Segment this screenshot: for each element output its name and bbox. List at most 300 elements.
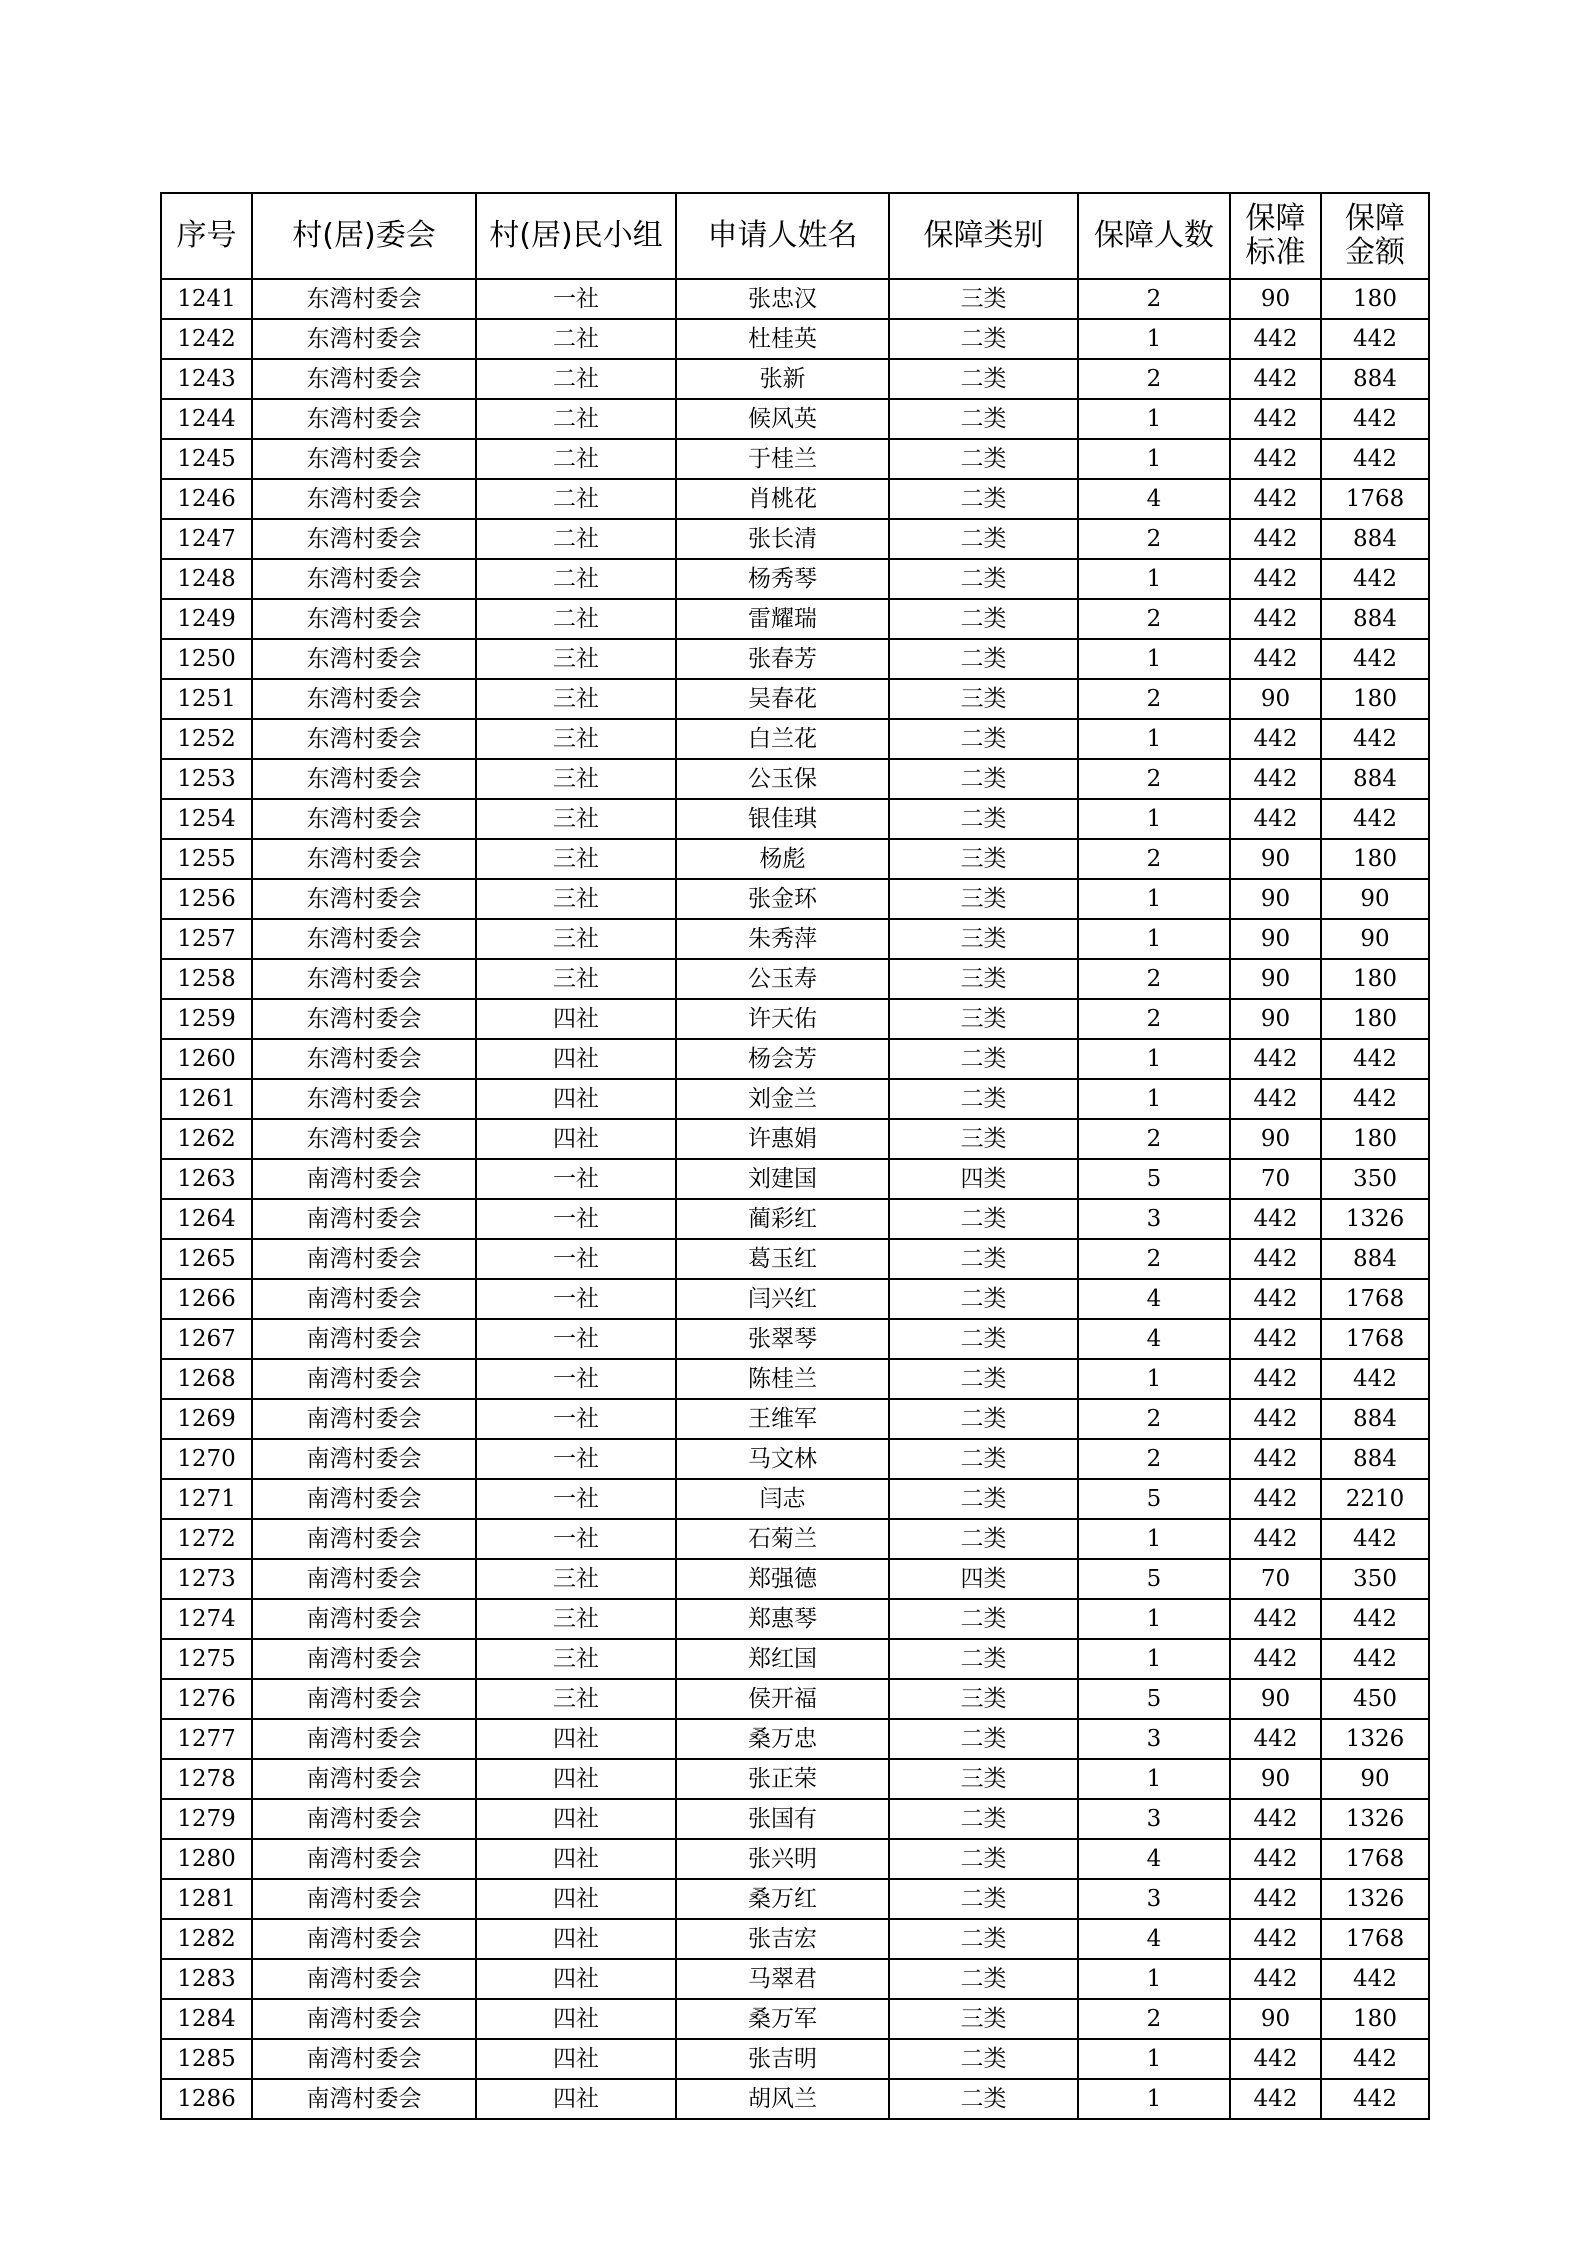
cell-assistance-standard: 442 (1230, 439, 1321, 479)
cell-applicant-name: 侯开福 (676, 1679, 889, 1719)
cell-serial-number: 1265 (161, 1239, 252, 1279)
cell-covered-persons: 2 (1078, 1239, 1230, 1279)
cell-serial-number: 1260 (161, 1039, 252, 1079)
cell-covered-persons: 1 (1078, 319, 1230, 359)
cell-serial-number: 1257 (161, 919, 252, 959)
cell-assistance-category: 二类 (889, 1879, 1078, 1919)
cell-village-committee: 东湾村委会 (252, 319, 476, 359)
cell-covered-persons: 3 (1078, 1719, 1230, 1759)
cell-villager-group: 三社 (476, 1679, 676, 1719)
cell-applicant-name: 肖桃花 (676, 479, 889, 519)
table-row (161, 1759, 1429, 1799)
cell-applicant-name: 桑万红 (676, 1879, 889, 1919)
cell-assistance-amount: 1768 (1321, 479, 1429, 519)
cell-covered-persons: 4 (1078, 1919, 1230, 1959)
cell-village-committee: 东湾村委会 (252, 799, 476, 839)
cell-serial-number: 1275 (161, 1639, 252, 1679)
cell-assistance-amount: 442 (1321, 1639, 1429, 1679)
cell-assistance-standard: 90 (1230, 999, 1321, 1039)
cell-villager-group: 三社 (476, 719, 676, 759)
table-row (161, 1079, 1429, 1119)
cell-assistance-standard: 442 (1230, 1319, 1321, 1359)
cell-villager-group: 四社 (476, 2079, 676, 2119)
cell-assistance-standard: 442 (1230, 479, 1321, 519)
cell-assistance-standard: 442 (1230, 1239, 1321, 1279)
cell-covered-persons: 2 (1078, 679, 1230, 719)
cell-assistance-standard: 442 (1230, 1399, 1321, 1439)
cell-assistance-amount: 442 (1321, 1519, 1429, 1559)
table-row (161, 959, 1429, 999)
cell-assistance-amount: 90 (1321, 919, 1429, 959)
table-row (161, 1879, 1429, 1919)
cell-assistance-category: 二类 (889, 1639, 1078, 1679)
cell-villager-group: 二社 (476, 439, 676, 479)
cell-assistance-amount: 350 (1321, 1559, 1429, 1599)
cell-assistance-standard: 70 (1230, 1159, 1321, 1199)
cell-applicant-name: 公玉寿 (676, 959, 889, 999)
header-assistance-amount (1321, 193, 1429, 279)
cell-villager-group: 一社 (476, 1399, 676, 1439)
table-row (161, 1119, 1429, 1159)
table-row (161, 1799, 1429, 1839)
cell-assistance-amount: 442 (1321, 799, 1429, 839)
cell-assistance-standard: 90 (1230, 919, 1321, 959)
cell-covered-persons: 5 (1078, 1559, 1230, 1599)
cell-villager-group: 三社 (476, 959, 676, 999)
cell-assistance-amount: 442 (1321, 719, 1429, 759)
cell-village-committee: 南湾村委会 (252, 1839, 476, 1879)
cell-villager-group: 一社 (476, 1439, 676, 1479)
cell-applicant-name: 公玉保 (676, 759, 889, 799)
cell-assistance-category: 三类 (889, 999, 1078, 1039)
cell-villager-group: 二社 (476, 559, 676, 599)
cell-applicant-name: 石菊兰 (676, 1519, 889, 1559)
cell-applicant-name: 闫志 (676, 1479, 889, 1519)
cell-assistance-amount: 180 (1321, 959, 1429, 999)
table-row (161, 479, 1429, 519)
cell-covered-persons: 2 (1078, 279, 1230, 319)
cell-covered-persons: 3 (1078, 1199, 1230, 1239)
table-row (161, 999, 1429, 1039)
header-assistance-category: 保障类别 (889, 193, 1078, 279)
table-row (161, 399, 1429, 439)
cell-serial-number: 1266 (161, 1279, 252, 1319)
cell-assistance-amount: 884 (1321, 1399, 1429, 1439)
cell-assistance-standard: 90 (1230, 1999, 1321, 2039)
cell-serial-number: 1278 (161, 1759, 252, 1799)
cell-assistance-category: 三类 (889, 279, 1078, 319)
cell-villager-group: 三社 (476, 639, 676, 679)
cell-village-committee: 南湾村委会 (252, 2079, 476, 2119)
cell-assistance-category: 二类 (889, 799, 1078, 839)
table-row (161, 359, 1429, 399)
cell-village-committee: 东湾村委会 (252, 1039, 476, 1079)
cell-village-committee: 南湾村委会 (252, 1479, 476, 1519)
cell-serial-number: 1261 (161, 1079, 252, 1119)
table-row (161, 319, 1429, 359)
cell-assistance-standard: 70 (1230, 1559, 1321, 1599)
cell-village-committee: 南湾村委会 (252, 1879, 476, 1919)
cell-assistance-category: 二类 (889, 1959, 1078, 1999)
cell-villager-group: 四社 (476, 1839, 676, 1879)
table-row (161, 1839, 1429, 1879)
cell-applicant-name: 银佳琪 (676, 799, 889, 839)
cell-villager-group: 一社 (476, 1199, 676, 1239)
cell-assistance-category: 二类 (889, 1719, 1078, 1759)
cell-villager-group: 四社 (476, 999, 676, 1039)
cell-village-committee: 东湾村委会 (252, 839, 476, 879)
cell-village-committee: 南湾村委会 (252, 1919, 476, 1959)
cell-applicant-name: 张吉宏 (676, 1919, 889, 1959)
cell-villager-group: 三社 (476, 799, 676, 839)
table-row (161, 1959, 1429, 1999)
cell-villager-group: 四社 (476, 1039, 676, 1079)
cell-assistance-standard: 442 (1230, 1479, 1321, 1519)
cell-serial-number: 1264 (161, 1199, 252, 1239)
cell-villager-group: 三社 (476, 1559, 676, 1599)
cell-serial-number: 1277 (161, 1719, 252, 1759)
table-row (161, 1239, 1429, 1279)
table-row (161, 1919, 1429, 1959)
cell-covered-persons: 1 (1078, 1039, 1230, 1079)
cell-serial-number: 1273 (161, 1559, 252, 1599)
cell-assistance-category: 四类 (889, 1159, 1078, 1199)
cell-assistance-standard: 442 (1230, 1879, 1321, 1919)
cell-village-committee: 南湾村委会 (252, 1679, 476, 1719)
cell-assistance-category: 二类 (889, 1799, 1078, 1839)
cell-serial-number: 1256 (161, 879, 252, 919)
cell-covered-persons: 1 (1078, 1519, 1230, 1559)
cell-village-committee: 东湾村委会 (252, 1119, 476, 1159)
cell-assistance-category: 二类 (889, 1519, 1078, 1559)
cell-assistance-standard: 442 (1230, 719, 1321, 759)
cell-serial-number: 1284 (161, 1999, 252, 2039)
cell-assistance-category: 二类 (889, 1079, 1078, 1119)
cell-serial-number: 1268 (161, 1359, 252, 1399)
cell-assistance-standard: 442 (1230, 1599, 1321, 1639)
cell-village-committee: 东湾村委会 (252, 519, 476, 559)
cell-covered-persons: 3 (1078, 1879, 1230, 1919)
cell-assistance-amount: 442 (1321, 1079, 1429, 1119)
cell-village-committee: 南湾村委会 (252, 1199, 476, 1239)
cell-village-committee: 南湾村委会 (252, 1159, 476, 1199)
cell-covered-persons: 2 (1078, 839, 1230, 879)
cell-covered-persons: 1 (1078, 1359, 1230, 1399)
table-row (161, 799, 1429, 839)
cell-serial-number: 1279 (161, 1799, 252, 1839)
cell-village-committee: 南湾村委会 (252, 1599, 476, 1639)
cell-village-committee: 东湾村委会 (252, 679, 476, 719)
cell-villager-group: 四社 (476, 1759, 676, 1799)
cell-assistance-standard: 442 (1230, 1359, 1321, 1399)
cell-applicant-name: 吴春花 (676, 679, 889, 719)
cell-serial-number: 1244 (161, 399, 252, 439)
cell-covered-persons: 4 (1078, 1319, 1230, 1359)
cell-assistance-amount: 1768 (1321, 1919, 1429, 1959)
cell-assistance-category: 二类 (889, 639, 1078, 679)
cell-villager-group: 一社 (476, 1159, 676, 1199)
table-row (161, 2039, 1429, 2079)
table-row (161, 759, 1429, 799)
cell-assistance-category: 二类 (889, 559, 1078, 599)
cell-applicant-name: 张正荣 (676, 1759, 889, 1799)
cell-villager-group: 二社 (476, 519, 676, 559)
cell-serial-number: 1248 (161, 559, 252, 599)
cell-applicant-name: 马翠君 (676, 1959, 889, 1999)
cell-villager-group: 四社 (476, 1719, 676, 1759)
cell-assistance-standard: 442 (1230, 1719, 1321, 1759)
cell-applicant-name: 闫兴红 (676, 1279, 889, 1319)
cell-assistance-category: 二类 (889, 479, 1078, 519)
cell-assistance-amount: 884 (1321, 519, 1429, 559)
table-row (161, 679, 1429, 719)
cell-assistance-category: 二类 (889, 519, 1078, 559)
cell-applicant-name: 白兰花 (676, 719, 889, 759)
cell-assistance-category: 二类 (889, 1359, 1078, 1399)
cell-village-committee: 东湾村委会 (252, 719, 476, 759)
cell-serial-number: 1241 (161, 279, 252, 319)
cell-applicant-name: 郑强德 (676, 1559, 889, 1599)
cell-serial-number: 1285 (161, 2039, 252, 2079)
table-row (161, 1519, 1429, 1559)
cell-applicant-name: 陈桂兰 (676, 1359, 889, 1399)
cell-village-committee: 东湾村委会 (252, 359, 476, 399)
cell-applicant-name: 刘建国 (676, 1159, 889, 1199)
cell-assistance-standard: 442 (1230, 559, 1321, 599)
cell-assistance-amount: 180 (1321, 1119, 1429, 1159)
cell-villager-group: 一社 (476, 1359, 676, 1399)
cell-assistance-category: 二类 (889, 1199, 1078, 1239)
cell-serial-number: 1283 (161, 1959, 252, 1999)
cell-villager-group: 二社 (476, 599, 676, 639)
cell-applicant-name: 郑红国 (676, 1639, 889, 1679)
cell-assistance-amount: 1768 (1321, 1279, 1429, 1319)
cell-serial-number: 1251 (161, 679, 252, 719)
cell-assistance-amount: 180 (1321, 679, 1429, 719)
cell-village-committee: 东湾村委会 (252, 599, 476, 639)
cell-assistance-standard: 442 (1230, 399, 1321, 439)
cell-serial-number: 1255 (161, 839, 252, 879)
cell-assistance-amount: 442 (1321, 319, 1429, 359)
cell-assistance-category: 二类 (889, 359, 1078, 399)
cell-covered-persons: 4 (1078, 1839, 1230, 1879)
cell-villager-group: 四社 (476, 1079, 676, 1119)
cell-villager-group: 三社 (476, 759, 676, 799)
cell-assistance-category: 二类 (889, 1599, 1078, 1639)
cell-assistance-category: 二类 (889, 1839, 1078, 1879)
cell-covered-persons: 1 (1078, 719, 1230, 759)
cell-applicant-name: 候风英 (676, 399, 889, 439)
cell-villager-group: 四社 (476, 1919, 676, 1959)
cell-villager-group: 二社 (476, 319, 676, 359)
cell-covered-persons: 5 (1078, 1679, 1230, 1719)
cell-applicant-name: 张长清 (676, 519, 889, 559)
cell-assistance-amount: 90 (1321, 879, 1429, 919)
cell-assistance-standard: 442 (1230, 1279, 1321, 1319)
header-assistance-standard (1230, 193, 1321, 279)
cell-applicant-name: 刘金兰 (676, 1079, 889, 1119)
cell-assistance-standard: 442 (1230, 359, 1321, 399)
cell-assistance-category: 三类 (889, 919, 1078, 959)
table-row (161, 439, 1429, 479)
cell-village-committee: 南湾村委会 (252, 2039, 476, 2079)
cell-assistance-category: 二类 (889, 1319, 1078, 1359)
cell-villager-group: 四社 (476, 1119, 676, 1159)
table-row (161, 1559, 1429, 1599)
cell-assistance-category: 三类 (889, 1119, 1078, 1159)
cell-assistance-category: 二类 (889, 1479, 1078, 1519)
cell-assistance-category: 二类 (889, 759, 1078, 799)
cell-assistance-amount: 442 (1321, 439, 1429, 479)
cell-serial-number: 1250 (161, 639, 252, 679)
cell-covered-persons: 1 (1078, 1759, 1230, 1799)
table-row (161, 279, 1429, 319)
cell-assistance-amount: 1326 (1321, 1879, 1429, 1919)
header-standard-line-1: 保障 (1245, 201, 1306, 236)
cell-assistance-standard: 442 (1230, 2039, 1321, 2079)
cell-assistance-category: 三类 (889, 1679, 1078, 1719)
table-row (161, 1479, 1429, 1519)
cell-covered-persons: 1 (1078, 1639, 1230, 1679)
cell-assistance-standard: 90 (1230, 679, 1321, 719)
table-row (161, 1439, 1429, 1479)
cell-serial-number: 1253 (161, 759, 252, 799)
header-serial-number: 序号 (161, 193, 252, 279)
cell-assistance-category: 二类 (889, 1919, 1078, 1959)
cell-villager-group: 四社 (476, 1999, 676, 2039)
cell-village-committee: 东湾村委会 (252, 919, 476, 959)
cell-assistance-amount: 1768 (1321, 1319, 1429, 1359)
cell-serial-number: 1286 (161, 2079, 252, 2119)
table-row (161, 1999, 1429, 2039)
cell-assistance-amount: 1768 (1321, 1839, 1429, 1879)
cell-assistance-category: 二类 (889, 1399, 1078, 1439)
cell-assistance-category: 三类 (889, 679, 1078, 719)
cell-assistance-standard: 442 (1230, 519, 1321, 559)
cell-assistance-category: 三类 (889, 839, 1078, 879)
cell-village-committee: 南湾村委会 (252, 1559, 476, 1599)
cell-assistance-standard: 442 (1230, 799, 1321, 839)
cell-village-committee: 南湾村委会 (252, 1959, 476, 1999)
table-row (161, 1679, 1429, 1719)
cell-serial-number: 1243 (161, 359, 252, 399)
cell-covered-persons: 2 (1078, 759, 1230, 799)
cell-applicant-name: 张吉明 (676, 2039, 889, 2079)
cell-serial-number: 1254 (161, 799, 252, 839)
cell-villager-group: 一社 (476, 1519, 676, 1559)
cell-serial-number: 1267 (161, 1319, 252, 1359)
cell-assistance-standard: 442 (1230, 1039, 1321, 1079)
header-amount-line-1: 保障 (1345, 201, 1405, 236)
cell-village-committee: 南湾村委会 (252, 1279, 476, 1319)
cell-covered-persons: 1 (1078, 1079, 1230, 1119)
table-row (161, 919, 1429, 959)
cell-covered-persons: 3 (1078, 1799, 1230, 1839)
cell-assistance-amount: 1326 (1321, 1799, 1429, 1839)
table-row (161, 719, 1429, 759)
cell-covered-persons: 1 (1078, 2039, 1230, 2079)
cell-villager-group: 二社 (476, 359, 676, 399)
cell-applicant-name: 许天佑 (676, 999, 889, 1039)
cell-assistance-amount: 180 (1321, 839, 1429, 879)
cell-assistance-amount: 442 (1321, 1599, 1429, 1639)
cell-serial-number: 1258 (161, 959, 252, 999)
cell-villager-group: 三社 (476, 679, 676, 719)
cell-covered-persons: 1 (1078, 439, 1230, 479)
cell-serial-number: 1270 (161, 1439, 252, 1479)
cell-applicant-name: 张春芳 (676, 639, 889, 679)
cell-applicant-name: 蔺彩红 (676, 1199, 889, 1239)
cell-applicant-name: 桑万忠 (676, 1719, 889, 1759)
cell-covered-persons: 2 (1078, 1399, 1230, 1439)
cell-assistance-standard: 90 (1230, 839, 1321, 879)
cell-applicant-name: 杜桂英 (676, 319, 889, 359)
cell-village-committee: 东湾村委会 (252, 999, 476, 1039)
cell-assistance-amount: 2210 (1321, 1479, 1429, 1519)
table-row (161, 1279, 1429, 1319)
cell-villager-group: 三社 (476, 1639, 676, 1679)
cell-assistance-category: 二类 (889, 1439, 1078, 1479)
cell-assistance-standard: 442 (1230, 599, 1321, 639)
cell-applicant-name: 许惠娟 (676, 1119, 889, 1159)
cell-assistance-standard: 442 (1230, 639, 1321, 679)
cell-covered-persons: 2 (1078, 1119, 1230, 1159)
cell-assistance-amount: 180 (1321, 279, 1429, 319)
table-row (161, 1399, 1429, 1439)
cell-village-committee: 南湾村委会 (252, 1399, 476, 1439)
cell-covered-persons: 1 (1078, 559, 1230, 599)
cell-assistance-category: 二类 (889, 439, 1078, 479)
cell-village-committee: 东湾村委会 (252, 559, 476, 599)
cell-villager-group: 三社 (476, 919, 676, 959)
header-covered-persons: 保障人数 (1078, 193, 1230, 279)
cell-covered-persons: 2 (1078, 1439, 1230, 1479)
cell-villager-group: 一社 (476, 1319, 676, 1359)
cell-assistance-standard: 442 (1230, 1079, 1321, 1119)
cell-serial-number: 1274 (161, 1599, 252, 1639)
cell-covered-persons: 4 (1078, 479, 1230, 519)
cell-assistance-amount: 90 (1321, 1759, 1429, 1799)
cell-assistance-standard: 90 (1230, 959, 1321, 999)
cell-assistance-standard: 442 (1230, 1439, 1321, 1479)
cell-assistance-standard: 442 (1230, 759, 1321, 799)
cell-villager-group: 二社 (476, 399, 676, 439)
cell-assistance-standard: 442 (1230, 1959, 1321, 1999)
cell-villager-group: 四社 (476, 1959, 676, 1999)
cell-assistance-category: 二类 (889, 599, 1078, 639)
cell-serial-number: 1276 (161, 1679, 252, 1719)
cell-villager-group: 三社 (476, 879, 676, 919)
cell-assistance-amount: 442 (1321, 1359, 1429, 1399)
cell-assistance-amount: 884 (1321, 359, 1429, 399)
cell-serial-number: 1281 (161, 1879, 252, 1919)
cell-assistance-category: 二类 (889, 1039, 1078, 1079)
cell-covered-persons: 1 (1078, 799, 1230, 839)
cell-village-committee: 东湾村委会 (252, 959, 476, 999)
cell-applicant-name: 王维军 (676, 1399, 889, 1439)
cell-covered-persons: 2 (1078, 999, 1230, 1039)
table-row (161, 1319, 1429, 1359)
cell-serial-number: 1249 (161, 599, 252, 639)
cell-village-committee: 南湾村委会 (252, 1239, 476, 1279)
cell-applicant-name: 胡风兰 (676, 2079, 889, 2119)
cell-covered-persons: 1 (1078, 639, 1230, 679)
cell-serial-number: 1259 (161, 999, 252, 1039)
cell-village-committee: 东湾村委会 (252, 759, 476, 799)
cell-covered-persons: 2 (1078, 959, 1230, 999)
cell-villager-group: 四社 (476, 1799, 676, 1839)
header-villager-group: 村(居)民小组 (476, 193, 676, 279)
